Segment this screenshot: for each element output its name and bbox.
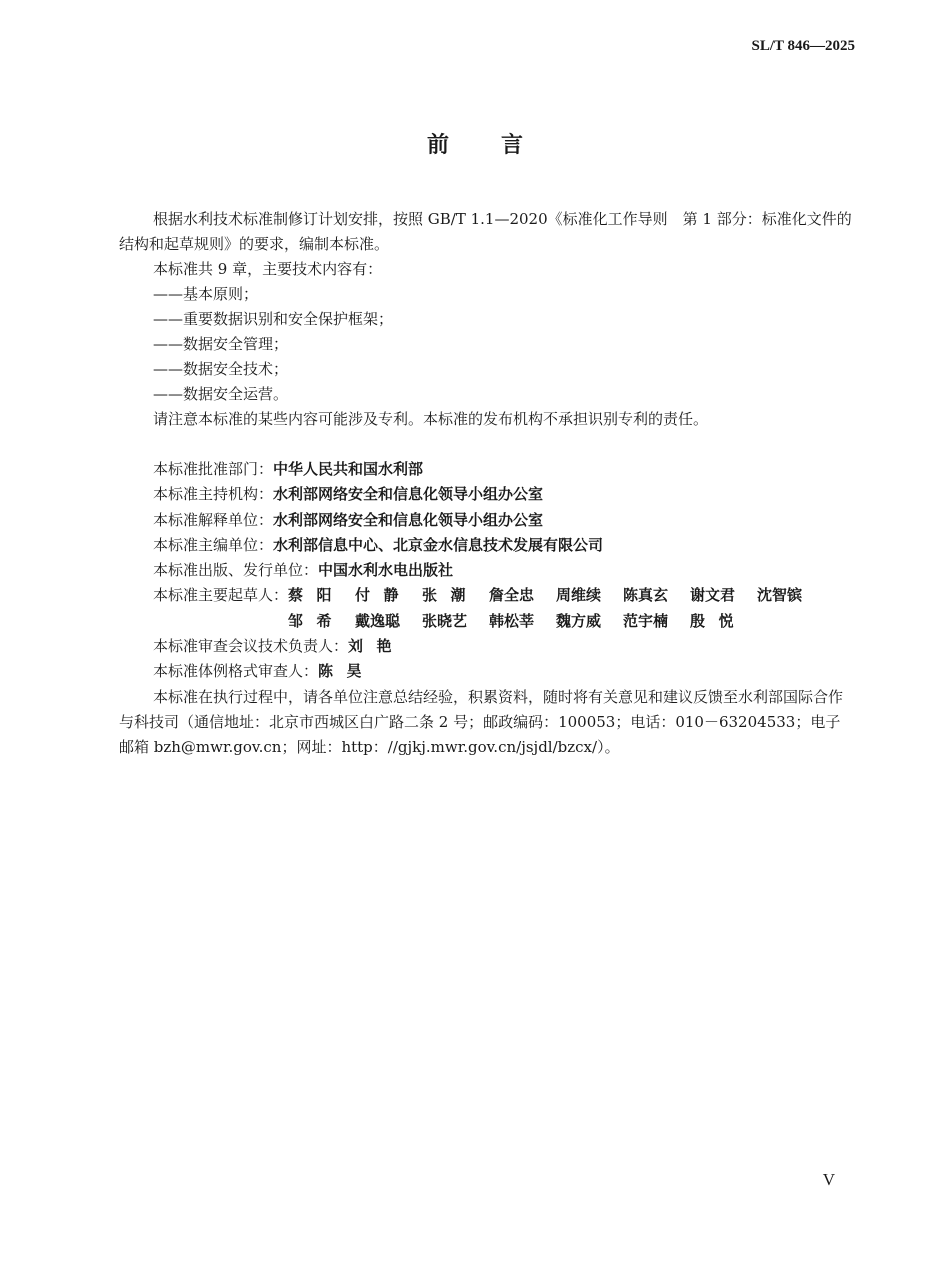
drafter-name: 詹全忠 xyxy=(489,586,535,605)
drafter-name: 范宇楠 xyxy=(623,611,669,630)
page-title: 前言 xyxy=(426,133,575,158)
drafter-name: 韩松莘 xyxy=(489,611,535,630)
drafters-label: 本标准主要起草人： xyxy=(153,586,289,605)
intro-paragraph: 根据水利技术标准制修订计划安排，按照 GB/T 1.1—2020《标准化工作导则 第 1 部分：标准化文件的结构和起草规则》的要求，编制本标准。 xyxy=(119,210,852,253)
drafter-name: 殷悦 xyxy=(690,611,748,630)
drafter-name: 魏方威 xyxy=(556,611,602,630)
drafter-name: 张晓艺 xyxy=(422,611,468,630)
drafter-name: 谢文君 xyxy=(690,586,736,605)
chapters-paragraph: 本标准共 9 章，主要技术内容有： xyxy=(153,260,383,278)
standard-number: SL/T 846—2025 xyxy=(751,38,855,54)
drafter-name: 沈智镔 xyxy=(757,586,803,605)
list-item: ——数据安全管理； xyxy=(153,335,289,353)
list-item: ——基本原则； xyxy=(153,285,259,303)
host-org: 本标准主持机构：水利部网络安全和信息化领导小组办公室 xyxy=(153,485,544,504)
patent-note: 请注意本标准的某些内容可能涉及专利。本标准的发布机构不承担识别专利的责任。 xyxy=(153,410,709,428)
feedback-paragraph: 本标准在执行过程中，请各单位注意总结经验，积累资料，随时将有关意见和建议反馈至水利部国际合作与科技司（通信地址：北京市西城区白广路二条 2 号；邮政编码：100053；电话：010－63204533；电子邮箱 bzh@mwr.gov.cn；网址：http：//gjkj.mwr.gov.cn/jsjdl/bzcx/）。 xyxy=(119,687,844,756)
list-item: ——数据安全运营。 xyxy=(153,385,289,403)
format-reviewer: 本标准体例格式审查人：陈昊 xyxy=(153,662,376,681)
drafter-name: 蔡阳 xyxy=(288,586,346,605)
drafters-names xyxy=(288,583,824,634)
list-item: ——重要数据识别和安全保护框架； xyxy=(153,310,394,328)
chief-editor-org: 本标准主编单位：水利部信息中心、北京金水信息技术发展有限公司 xyxy=(153,535,604,554)
review-lead: 本标准审查会议技术负责人：刘艳 xyxy=(153,637,406,656)
list-item: ——数据安全技术； xyxy=(153,360,289,378)
drafter-name: 陈真玄 xyxy=(623,586,669,605)
interpret-org: 本标准解释单位：水利部网络安全和信息化领导小组办公室 xyxy=(153,510,544,529)
drafter-name: 张潮 xyxy=(422,586,480,605)
drafter-name: 周维续 xyxy=(556,586,602,605)
drafter-name: 邹希 xyxy=(288,611,346,630)
foreword-body xyxy=(119,207,855,760)
drafters xyxy=(119,583,855,634)
drafter-name: 戴逸聪 xyxy=(355,611,401,630)
approval-dept: 本标准批准部门：中华人民共和国水利部 xyxy=(153,460,424,478)
publisher: 本标准出版、发行单位：中国水利水电出版社 xyxy=(153,561,454,580)
drafter-name: 付静 xyxy=(355,586,413,605)
page-number: V xyxy=(822,1170,835,1189)
